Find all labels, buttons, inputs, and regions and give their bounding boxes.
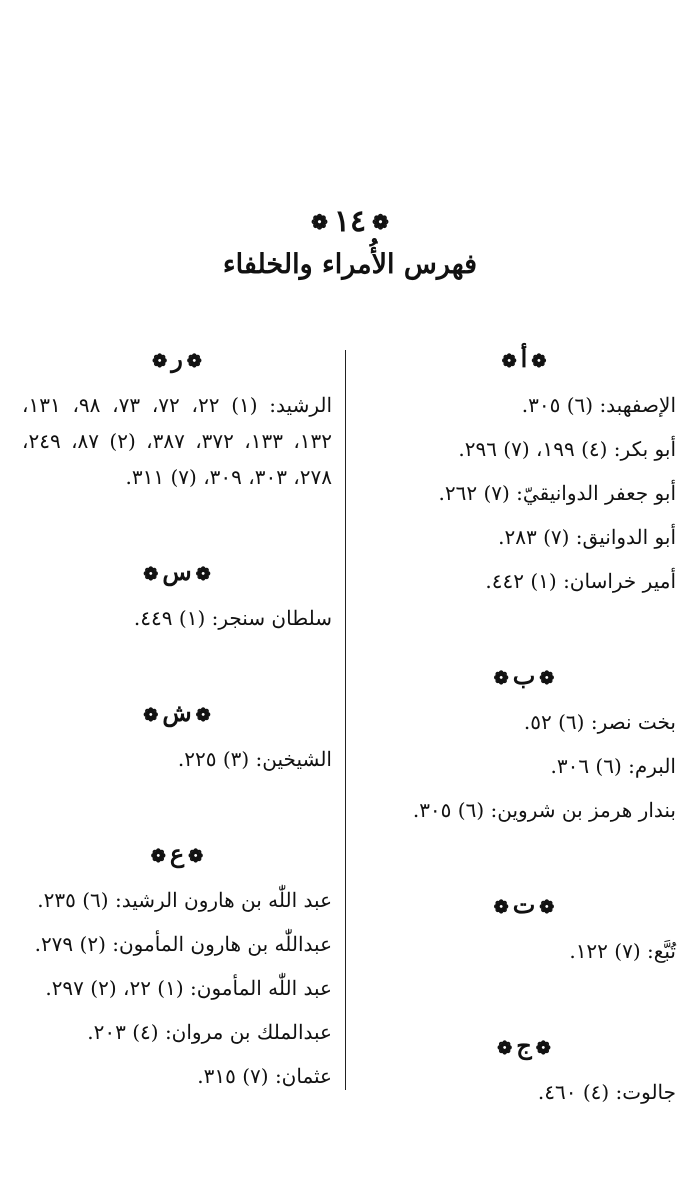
section-letter-heading (372, 340, 676, 381)
index-section (372, 886, 676, 969)
index-entry: بخت نصر: (٦) ٥٢. (523, 710, 676, 734)
ornament-icon: ❁ (531, 351, 547, 372)
section-letter: س (162, 557, 192, 586)
index-section (22, 835, 332, 1094)
ornament-icon: ❁ (539, 897, 555, 918)
ornament-icon: ❁ (535, 1038, 551, 1059)
index-section (22, 340, 332, 495)
index-entry: الرشيد: (١) ٢٢، ٧٢، ٧٣، ٩٨، ١٣١، ١٣٢، ١٣٣، ٣٧٢، ٣٨٧، (٢) ٨٧، ٢٤٩، ٢٧٨، ٣٠٣، ٣٠٩، (٧) ٣١١. (22, 393, 333, 489)
column-divider (345, 350, 346, 1090)
section-letter-heading (22, 835, 332, 876)
ornament-icon: ❁ (493, 668, 509, 689)
section-gap (372, 977, 676, 1027)
index-entry: بندار هرمز بن شروين: (٦) ٣٠٥. (412, 798, 676, 822)
ornament-icon: ❁ (501, 351, 517, 372)
left-column (22, 340, 332, 1102)
page-header (0, 202, 700, 284)
index-entry: سلطان سنجر: (١) ٤٤٩. (133, 606, 332, 630)
index-entry: عبد اللّٰه المأمون: (١) ٢٢، (٢) ٢٩٧. (45, 976, 332, 1000)
ornament-icon: ❁ (188, 846, 204, 867)
section-letter: ت (512, 890, 536, 919)
section-letter: ج (516, 1031, 532, 1060)
section-letter-heading (22, 694, 332, 735)
section-letter: أ (520, 344, 528, 373)
ornament-icon: ❁ (186, 351, 202, 372)
index-entry: جالوت: (٤) ٤٦٠. (537, 1080, 676, 1104)
ornament-icon: ❁ (195, 564, 211, 585)
index-entry: أبو جعفر الدوانيقيّ: (٧) ٢٦٢. (438, 481, 676, 505)
right-column (372, 340, 676, 1118)
index-section (22, 553, 332, 636)
index-entry: البرم: (٦) ٣٠٦. (550, 754, 676, 778)
index-entry: تُبَّع: (٧) ١٢٢. (569, 939, 676, 963)
index-entry: الإصفهبد: (٦) ٣٠٥. (521, 393, 676, 417)
ornament-icon: ❁ (143, 705, 159, 726)
ornament-icon: ❁ (150, 846, 166, 867)
page-title: فهرس الأُمراء والخلفاء (222, 249, 478, 280)
section-letter: ر (171, 344, 183, 373)
index-entry: أمير خراسان: (١) ٤٤٢. (485, 569, 676, 593)
section-gap (22, 503, 332, 553)
ornament-icon: ❁ (195, 705, 211, 726)
ornament-icon: ❁ (497, 1038, 513, 1059)
index-section (22, 694, 332, 777)
section-gap (22, 785, 332, 835)
section-letter-heading (372, 886, 676, 927)
section-letter: ع (169, 839, 185, 868)
index-entry: أبو بكر: (٤) ١٩٩، (٧) ٢٩٦. (458, 437, 676, 461)
section-letter-heading (372, 1027, 676, 1068)
ornament-icon: ❁ (143, 564, 159, 585)
section-letter-heading (372, 657, 676, 698)
section-letter: ش (162, 698, 192, 727)
ornament-icon: ❁ (152, 351, 168, 372)
section-letter-heading (22, 553, 332, 594)
section-gap (372, 607, 676, 657)
index-entry: عبدالملك بن مروان: (٤) ٢٠٣. (87, 1020, 332, 1044)
index-entry: عثمان: (٧) ٣١٥. (197, 1064, 332, 1088)
section-gap (372, 836, 676, 886)
index-entry: عبداللّٰه بن هارون المأمون: (٢) ٢٧٩. (34, 932, 332, 956)
index-section (372, 657, 676, 828)
ornament-icon: ❁ (493, 897, 509, 918)
section-gap (22, 644, 332, 694)
index-entry: عبد اللّٰه بن هارون الرشيد: (٦) ٢٣٥. (37, 888, 332, 912)
chapter-heading (311, 202, 389, 242)
ornament-icon: ❁ (372, 210, 389, 234)
index-entry: أبو الدوانيق: (٧) ٢٨٣. (498, 525, 676, 549)
chapter-number: ١٤ (333, 204, 367, 239)
section-letter: ب (512, 661, 536, 690)
ornament-icon: ❁ (311, 210, 328, 234)
index-section (372, 340, 676, 599)
index-section (372, 1027, 676, 1110)
index-entry: الشيخين: (٣) ٢٢٥. (177, 747, 332, 771)
section-letter-heading (22, 340, 332, 381)
ornament-icon: ❁ (539, 668, 555, 689)
